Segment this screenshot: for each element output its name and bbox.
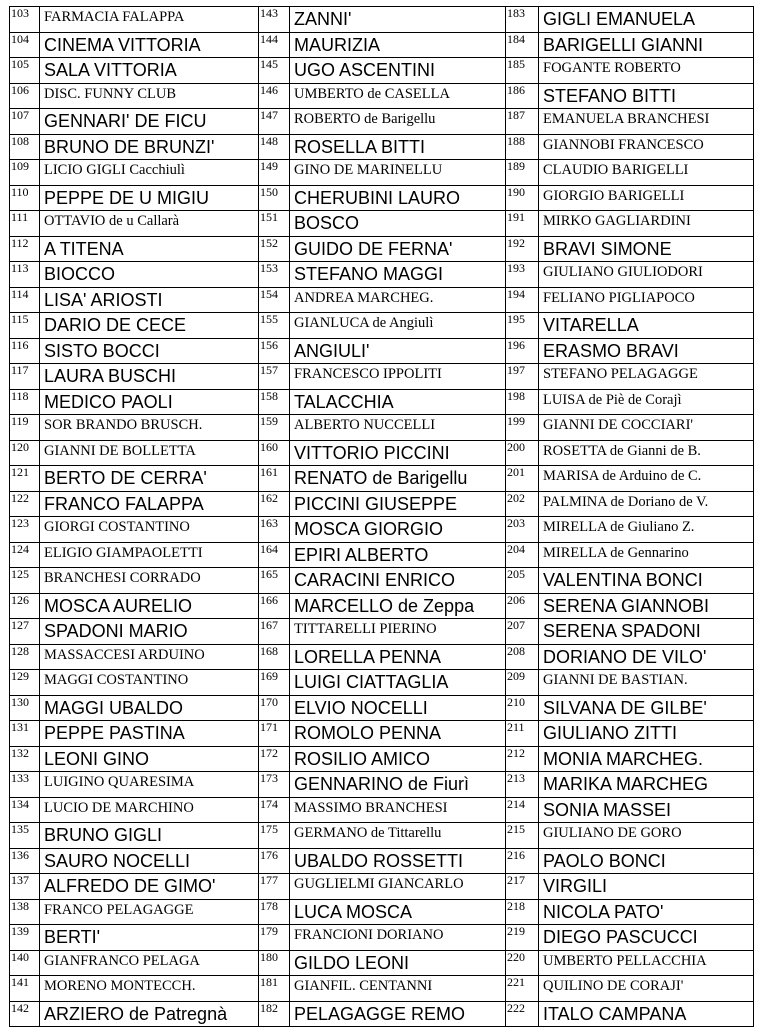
entry-name: UMBERTO PELLACCHIA: [539, 950, 754, 976]
table-row: [10, 185, 754, 211]
table-row: [10, 823, 754, 849]
table-row: [10, 619, 754, 645]
entry-number: 131: [10, 721, 40, 747]
table-row: [10, 670, 754, 696]
entry-number: 158: [259, 389, 290, 415]
table-row: [10, 440, 754, 466]
entry-number: 140: [10, 950, 40, 976]
table-row: [10, 797, 754, 823]
entry-name: GIANNOBI FRANCESCO: [539, 134, 754, 160]
entry-name: PEPPE DE U MIGIU: [40, 185, 259, 211]
entry-name: FRANCO PELAGAGGE: [40, 899, 259, 925]
entry-name: FRANCO FALAPPA: [40, 491, 259, 517]
entry-number: 212: [506, 746, 539, 772]
entry-name: RENATO de Barigellu: [290, 466, 506, 492]
entry-number: 159: [259, 415, 290, 441]
entry-number: 184: [506, 32, 539, 58]
entry-name: DARIO DE CECE: [40, 313, 259, 339]
entry-number: 132: [10, 746, 40, 772]
entry-name: MONIA MARCHEG.: [539, 746, 754, 772]
entry-number: 139: [10, 925, 40, 951]
entry-name: ROBERTO de Barigellu: [290, 109, 506, 135]
entry-number: 194: [506, 287, 539, 313]
entry-name: MAGGI COSTANTINO: [40, 670, 259, 696]
entry-name: MAURIZIA: [290, 32, 506, 58]
table-row: [10, 338, 754, 364]
entry-number: 125: [10, 568, 40, 594]
entry-number: 151: [259, 211, 290, 237]
name-table: [9, 6, 754, 1027]
entry-number: 180: [259, 950, 290, 976]
entry-number: 187: [506, 109, 539, 135]
entry-name: DIEGO PASCUCCI: [539, 925, 754, 951]
entry-name: PICCINI GIUSEPPE: [290, 491, 506, 517]
entry-number: 103: [10, 7, 40, 33]
entry-number: 216: [506, 848, 539, 874]
table-row: [10, 1001, 754, 1027]
entry-name: GINO DE MARINELLU: [290, 160, 506, 186]
entry-number: 144: [259, 32, 290, 58]
entry-number: 129: [10, 670, 40, 696]
table-row: [10, 721, 754, 747]
table-row: [10, 109, 754, 135]
entry-number: 106: [10, 83, 40, 109]
table-row: [10, 644, 754, 670]
entry-number: 177: [259, 874, 290, 900]
table-row: [10, 83, 754, 109]
table-row: [10, 134, 754, 160]
entry-name: A TITENA: [40, 236, 259, 262]
entry-number: 141: [10, 976, 40, 1002]
entry-name: ROMOLO PENNA: [290, 721, 506, 747]
table-row: [10, 364, 754, 390]
entry-number: 179: [259, 925, 290, 951]
entry-name: STEFANO MAGGI: [290, 262, 506, 288]
entry-name: ELIGIO GIAMPAOLETTI: [40, 542, 259, 568]
entry-number: 127: [10, 619, 40, 645]
entry-number: 208: [506, 644, 539, 670]
entry-name: GIGLI EMANUELA: [539, 7, 754, 33]
entry-name: PELAGAGGE REMO: [290, 1001, 506, 1027]
entry-number: 162: [259, 491, 290, 517]
entry-number: 153: [259, 262, 290, 288]
entry-name: GIANNI DE BASTIAN.: [539, 670, 754, 696]
entry-name: MIRELLA de Giuliano Z.: [539, 517, 754, 543]
entry-number: 222: [506, 1001, 539, 1027]
entry-name: SILVANA DE GILBE': [539, 695, 754, 721]
table-row: [10, 746, 754, 772]
entry-number: 110: [10, 185, 40, 211]
entry-number: 206: [506, 593, 539, 619]
table-row: [10, 772, 754, 798]
entry-number: 173: [259, 772, 290, 798]
entry-name: VIRGILI: [539, 874, 754, 900]
entry-number: 150: [259, 185, 290, 211]
entry-number: 145: [259, 58, 290, 84]
entry-number: 123: [10, 517, 40, 543]
entry-name: QUILINO DE CORAJI': [539, 976, 754, 1002]
entry-number: 169: [259, 670, 290, 696]
entry-number: 217: [506, 874, 539, 900]
name-table-body: [10, 7, 754, 1027]
entry-name: LEONI GINO: [40, 746, 259, 772]
entry-number: 118: [10, 389, 40, 415]
entry-name: SONIA MASSEI: [539, 797, 754, 823]
entry-name: GENNARINO de Fiurì: [290, 772, 506, 798]
entry-name: DISC. FUNNY CLUB: [40, 83, 259, 109]
entry-number: 111: [10, 211, 40, 237]
entry-name: SOR BRANDO BRUSCH.: [40, 415, 259, 441]
entry-number: 188: [506, 134, 539, 160]
entry-name: UBALDO ROSSETTI: [290, 848, 506, 874]
entry-number: 195: [506, 313, 539, 339]
table-row: [10, 491, 754, 517]
entry-name: NICOLA PATO': [539, 899, 754, 925]
entry-name: PALMINA de Doriano de V.: [539, 491, 754, 517]
entry-number: 152: [259, 236, 290, 262]
entry-name: SISTO BOCCI: [40, 338, 259, 364]
entry-name: UGO ASCENTINI: [290, 58, 506, 84]
entry-number: 130: [10, 695, 40, 721]
entry-number: 193: [506, 262, 539, 288]
entry-name: TITTARELLI PIERINO: [290, 619, 506, 645]
entry-number: 175: [259, 823, 290, 849]
entry-number: 204: [506, 542, 539, 568]
entry-name: BIOCCO: [40, 262, 259, 288]
entry-number: 124: [10, 542, 40, 568]
entry-name: FARMACIA FALAPPA: [40, 7, 259, 33]
entry-name: CHERUBINI LAURO: [290, 185, 506, 211]
entry-number: 197: [506, 364, 539, 390]
table-row: [10, 211, 754, 237]
entry-name: GIANFIL. CENTANNI: [290, 976, 506, 1002]
entry-number: 138: [10, 899, 40, 925]
entry-number: 214: [506, 797, 539, 823]
entry-name: FRANCIONI DORIANO: [290, 925, 506, 951]
entry-name: UMBERTO de CASELLA: [290, 83, 506, 109]
entry-number: 181: [259, 976, 290, 1002]
entry-name: OTTAVIO de u Callarà: [40, 211, 259, 237]
entry-number: 196: [506, 338, 539, 364]
entry-name: SAURO NOCELLI: [40, 848, 259, 874]
entry-name: GILDO LEONI: [290, 950, 506, 976]
entry-number: 172: [259, 746, 290, 772]
entry-number: 120: [10, 440, 40, 466]
entry-name: CLAUDIO BARIGELLI: [539, 160, 754, 186]
table-row: [10, 950, 754, 976]
entry-name: LAURA BUSCHI: [40, 364, 259, 390]
entry-name: BRUNO GIGLI: [40, 823, 259, 849]
table-row: [10, 976, 754, 1002]
entry-number: 146: [259, 83, 290, 109]
table-row: [10, 415, 754, 441]
entry-number: 117: [10, 364, 40, 390]
entry-number: 121: [10, 466, 40, 492]
table-row: [10, 313, 754, 339]
table-row: [10, 7, 754, 33]
entry-name: BERTO DE CERRA': [40, 466, 259, 492]
entry-number: 211: [506, 721, 539, 747]
entry-number: 178: [259, 899, 290, 925]
entry-name: MIRELLA de Gennarino: [539, 542, 754, 568]
table-row: [10, 389, 754, 415]
entry-number: 154: [259, 287, 290, 313]
entry-name: MEDICO PAOLI: [40, 389, 259, 415]
entry-number: 218: [506, 899, 539, 925]
entry-name: FRANCESCO IPPOLITI: [290, 364, 506, 390]
entry-number: 171: [259, 721, 290, 747]
entry-name: BOSCO: [290, 211, 506, 237]
table-row: [10, 32, 754, 58]
entry-name: BARIGELLI GIANNI: [539, 32, 754, 58]
entry-number: 221: [506, 976, 539, 1002]
entry-number: 168: [259, 644, 290, 670]
entry-name: ELVIO NOCELLI: [290, 695, 506, 721]
table-row: [10, 568, 754, 594]
entry-number: 126: [10, 593, 40, 619]
entry-number: 157: [259, 364, 290, 390]
entry-name: PAOLO BONCI: [539, 848, 754, 874]
entry-number: 122: [10, 491, 40, 517]
entry-name: GUIDO DE FERNA': [290, 236, 506, 262]
entry-name: MOSCA AURELIO: [40, 593, 259, 619]
entry-name: FELIANO PIGLIAPOCO: [539, 287, 754, 313]
entry-number: 135: [10, 823, 40, 849]
table-row: [10, 848, 754, 874]
entry-name: BRAVI SIMONE: [539, 236, 754, 262]
entry-name: ITALO CAMPANA: [539, 1001, 754, 1027]
entry-name: CINEMA VITTORIA: [40, 32, 259, 58]
entry-number: 147: [259, 109, 290, 135]
entry-name: GIULIANO ZITTI: [539, 721, 754, 747]
entry-number: 205: [506, 568, 539, 594]
entry-name: ANDREA MARCHEG.: [290, 287, 506, 313]
entry-name: GIULIANO DE GORO: [539, 823, 754, 849]
entry-name: LUIGI CIATTAGLIA: [290, 670, 506, 696]
entry-number: 189: [506, 160, 539, 186]
entry-number: 215: [506, 823, 539, 849]
entry-number: 174: [259, 797, 290, 823]
entry-name: ROSETTA de Gianni de B.: [539, 440, 754, 466]
entry-name: GIANNI DE BOLLETTA: [40, 440, 259, 466]
entry-name: VALENTINA BONCI: [539, 568, 754, 594]
entry-name: ARZIERO de Patregnà: [40, 1001, 259, 1027]
entry-number: 199: [506, 415, 539, 441]
table-row: [10, 287, 754, 313]
entry-name: MOSCA GIORGIO: [290, 517, 506, 543]
entry-name: VITARELLA: [539, 313, 754, 339]
entry-name: LUCA MOSCA: [290, 899, 506, 925]
table-row: [10, 874, 754, 900]
entry-number: 210: [506, 695, 539, 721]
entry-name: GERMANO de Tittarellu: [290, 823, 506, 849]
table-row: [10, 925, 754, 951]
table-row: [10, 517, 754, 543]
table-row: [10, 542, 754, 568]
entry-number: 156: [259, 338, 290, 364]
entry-number: 134: [10, 797, 40, 823]
entry-number: 167: [259, 619, 290, 645]
entry-name: ZANNI': [290, 7, 506, 33]
entry-name: ROSILIO AMICO: [290, 746, 506, 772]
entry-name: DORIANO DE VILO': [539, 644, 754, 670]
entry-number: 105: [10, 58, 40, 84]
entry-number: 202: [506, 491, 539, 517]
entry-number: 170: [259, 695, 290, 721]
entry-name: BRANCHESI CORRADO: [40, 568, 259, 594]
entry-name: GIULIANO GIULIODORI: [539, 262, 754, 288]
entry-name: EPIRI ALBERTO: [290, 542, 506, 568]
entry-name: GIANLUCA de Angiulì: [290, 313, 506, 339]
entry-number: 137: [10, 874, 40, 900]
entry-number: 209: [506, 670, 539, 696]
entry-name: BERTI': [40, 925, 259, 951]
entry-number: 119: [10, 415, 40, 441]
entry-number: 183: [506, 7, 539, 33]
entry-number: 143: [259, 7, 290, 33]
entry-name: ROSELLA BITTI: [290, 134, 506, 160]
entry-number: 219: [506, 925, 539, 951]
entry-name: PEPPE PASTINA: [40, 721, 259, 747]
entry-number: 115: [10, 313, 40, 339]
entry-number: 191: [506, 211, 539, 237]
entry-number: 113: [10, 262, 40, 288]
entry-name: GUGLIELMI GIANCARLO: [290, 874, 506, 900]
entry-name: CARACINI ENRICO: [290, 568, 506, 594]
entry-number: 207: [506, 619, 539, 645]
entry-name: FOGANTE ROBERTO: [539, 58, 754, 84]
table-row: [10, 58, 754, 84]
entry-name: TALACCHIA: [290, 389, 506, 415]
entry-number: 155: [259, 313, 290, 339]
entry-name: EMANUELA BRANCHESI: [539, 109, 754, 135]
entry-number: 142: [10, 1001, 40, 1027]
entry-name: SERENA GIANNOBI: [539, 593, 754, 619]
entry-number: 148: [259, 134, 290, 160]
entry-number: 161: [259, 466, 290, 492]
entry-name: ERASMO BRAVI: [539, 338, 754, 364]
table-row: [10, 466, 754, 492]
entry-number: 176: [259, 848, 290, 874]
table-row: [10, 160, 754, 186]
entry-number: 109: [10, 160, 40, 186]
table-row: [10, 262, 754, 288]
entry-name: GIANFRANCO PELAGA: [40, 950, 259, 976]
entry-number: 201: [506, 466, 539, 492]
entry-number: 165: [259, 568, 290, 594]
entry-name: SALA VITTORIA: [40, 58, 259, 84]
table-row: [10, 236, 754, 262]
entry-name: MASSIMO BRANCHESI: [290, 797, 506, 823]
entry-number: 133: [10, 772, 40, 798]
entry-name: SPADONI MARIO: [40, 619, 259, 645]
entry-name: ALFREDO DE GIMO': [40, 874, 259, 900]
entry-number: 192: [506, 236, 539, 262]
entry-number: 190: [506, 185, 539, 211]
entry-number: 164: [259, 542, 290, 568]
entry-name: LUIGINO QUARESIMA: [40, 772, 259, 798]
entry-name: SERENA SPADONI: [539, 619, 754, 645]
entry-number: 112: [10, 236, 40, 262]
entry-number: 104: [10, 32, 40, 58]
entry-number: 186: [506, 83, 539, 109]
entry-number: 213: [506, 772, 539, 798]
name-list-sheet: [9, 6, 753, 1027]
entry-name: VITTORIO PICCINI: [290, 440, 506, 466]
entry-number: 200: [506, 440, 539, 466]
entry-name: MIRKO GAGLIARDINI: [539, 211, 754, 237]
entry-number: 203: [506, 517, 539, 543]
table-row: [10, 593, 754, 619]
entry-name: LISA' ARIOSTI: [40, 287, 259, 313]
entry-name: ALBERTO NUCCELLI: [290, 415, 506, 441]
entry-name: ANGIULI': [290, 338, 506, 364]
entry-name: GENNARI' DE FICU: [40, 109, 259, 135]
entry-number: 108: [10, 134, 40, 160]
table-row: [10, 899, 754, 925]
entry-name: LUCIO DE MARCHINO: [40, 797, 259, 823]
entry-number: 114: [10, 287, 40, 313]
entry-name: GIANNI DE COCCIARI': [539, 415, 754, 441]
entry-name: MAGGI UBALDO: [40, 695, 259, 721]
entry-number: 107: [10, 109, 40, 135]
entry-name: MARIKA MARCHEG: [539, 772, 754, 798]
entry-name: BRUNO DE BRUNZI': [40, 134, 259, 160]
entry-name: LORELLA PENNA: [290, 644, 506, 670]
entry-name: STEFANO BITTI: [539, 83, 754, 109]
entry-name: STEFANO PELAGAGGE: [539, 364, 754, 390]
entry-number: 198: [506, 389, 539, 415]
entry-name: MARCELLO de Zeppa: [290, 593, 506, 619]
entry-number: 136: [10, 848, 40, 874]
entry-number: 166: [259, 593, 290, 619]
entry-number: 128: [10, 644, 40, 670]
entry-name: MASSACCESI ARDUINO: [40, 644, 259, 670]
entry-number: 182: [259, 1001, 290, 1027]
entry-number: 116: [10, 338, 40, 364]
entry-name: LICIO GIGLI Cacchiulì: [40, 160, 259, 186]
entry-name: GIORGI COSTANTINO: [40, 517, 259, 543]
entry-number: 220: [506, 950, 539, 976]
entry-name: GIORGIO BARIGELLI: [539, 185, 754, 211]
table-row: [10, 695, 754, 721]
entry-name: MORENO MONTECCH.: [40, 976, 259, 1002]
entry-number: 160: [259, 440, 290, 466]
entry-number: 163: [259, 517, 290, 543]
entry-number: 149: [259, 160, 290, 186]
entry-name: MARISA de Arduino de C.: [539, 466, 754, 492]
entry-name: LUISA de Piè de Corajì: [539, 389, 754, 415]
entry-number: 185: [506, 58, 539, 84]
